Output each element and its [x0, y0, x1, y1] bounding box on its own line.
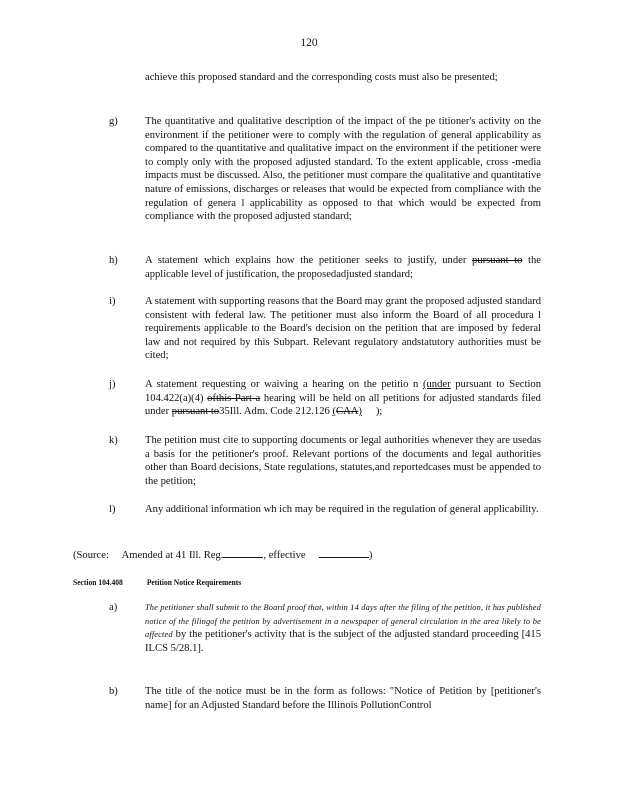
item-j-inserted-under: (under	[422, 379, 451, 390]
item-j-text-1: A statement requesting or waiving a hearing on the petitio n	[145, 379, 419, 390]
section-item-marker-a: a)	[109, 602, 118, 613]
effective-date-blank	[319, 546, 369, 558]
item-marker-i: i)	[109, 296, 116, 307]
item-h-struck-text: pursuant to	[472, 255, 523, 266]
item-h-text-after: the applicable level of justification, the proposedadjusted standard;	[145, 255, 541, 280]
section-heading	[73, 576, 505, 590]
item-marker-g: g)	[109, 116, 118, 127]
item-l-paragraph: Any additional information wh ich may be required in the regulation of general applicability.	[145, 504, 539, 515]
carryover-paragraph: achieve this proposed standard and the corresponding costs must also be presented;	[145, 72, 498, 83]
item-marker-j: j)	[109, 379, 116, 390]
item-marker-h: h)	[109, 255, 118, 266]
register-blank	[223, 546, 263, 558]
item-j-struck-pursuant: pursuant to	[171, 406, 220, 418]
source-note	[73, 546, 543, 563]
item-j-text-2: pursuant to Section 104.422(a)(4)	[145, 379, 541, 404]
source-prefix: (Source:	[73, 550, 109, 561]
item-h-text-before: A statement which explains how the petitioner seeks to justify, under	[145, 255, 467, 266]
item-j-paragraph	[145, 378, 541, 419]
item-j-inserted-open-paren: (	[332, 406, 336, 418]
section-item-a-text: by the petitioner's activity that is the subject of the adjusted standard proceeding [415 ILCS 5/28.1].	[145, 629, 542, 654]
section-item-a-italic-statutory-text: The petitioner shall submit to the Board proof that, within 14 days after the filing of the petition, it has published notice of the filingof the petition by advertisement in a newspaper of general circulation in the area likely to be affected	[145, 603, 541, 640]
source-amended: Amended at 41 Ill. Reg.	[121, 550, 224, 561]
section-number: Section 104.408	[73, 578, 123, 587]
item-j-struck-caa: CAA	[336, 406, 359, 418]
item-k-paragraph: The petition must cite to supporting documents or legal authorities whenever they are usedas a basis for the petitioner's proof. Relevant portions of the documents and legal authorities other than Board decisions, State regulations, statutes,and reportedcases must be appended to the petition;	[145, 435, 541, 487]
item-j-inserted-close-paren: )	[358, 406, 362, 418]
source-effective: , effective	[263, 550, 306, 561]
source-suffix: )	[368, 550, 373, 561]
item-j-text-5: );	[375, 406, 383, 418]
item-marker-l: l)	[109, 504, 116, 515]
section-item-marker-b: b)	[109, 686, 118, 697]
item-h-paragraph	[145, 254, 541, 281]
item-j-text-4: 35Ill. Adm. Code 212.126	[219, 406, 330, 418]
page-number: 120	[300, 37, 318, 49]
section-item-b-paragraph: The title of the notice must be in the form as follows: "Notice of Petition by [petitioner's name] for an Adjusted Standard before the Illinois PollutionControl	[145, 686, 541, 711]
item-g-paragraph: The quantitative and qualitative description of the impact of the pe titioner's activity on the environment if the petitioner were to comply with the regulation of general applicability as compared to the quantitative and qualitative impact on the environment if the petitioner were to comply only with the proposed adjusted standard. To the extent applicable, cross -media impacts must be discussed. Also, the petitioner must compare the qualitative and quantitative nature of emissions, discharges or releases that would be expected from compliance with the regulation of genera l applicability as opposed to that which would be expected from compliance with the proposed adjusted standard;	[145, 116, 541, 223]
section-title: Petition Notice Requirements	[146, 578, 242, 587]
item-i-paragraph: A statement with supporting reasons that the Board may grant the proposed adjusted standard consistent with federal law. The petitioner must also inform the Board of all procedura l requirements applicable to the Board's decision on the petition that are imposed by federal law and not required by this Subpart. Relevant regulatory andstatutory authorities must be cited;	[145, 296, 541, 362]
section-item-a-paragraph	[145, 601, 541, 655]
item-j-struck-of-this-part: ofthis Part a	[207, 392, 261, 404]
item-marker-k: k)	[109, 435, 118, 446]
item-j-text-3: hearing will be held on all petitions for adjusted standards filed under	[145, 392, 541, 418]
